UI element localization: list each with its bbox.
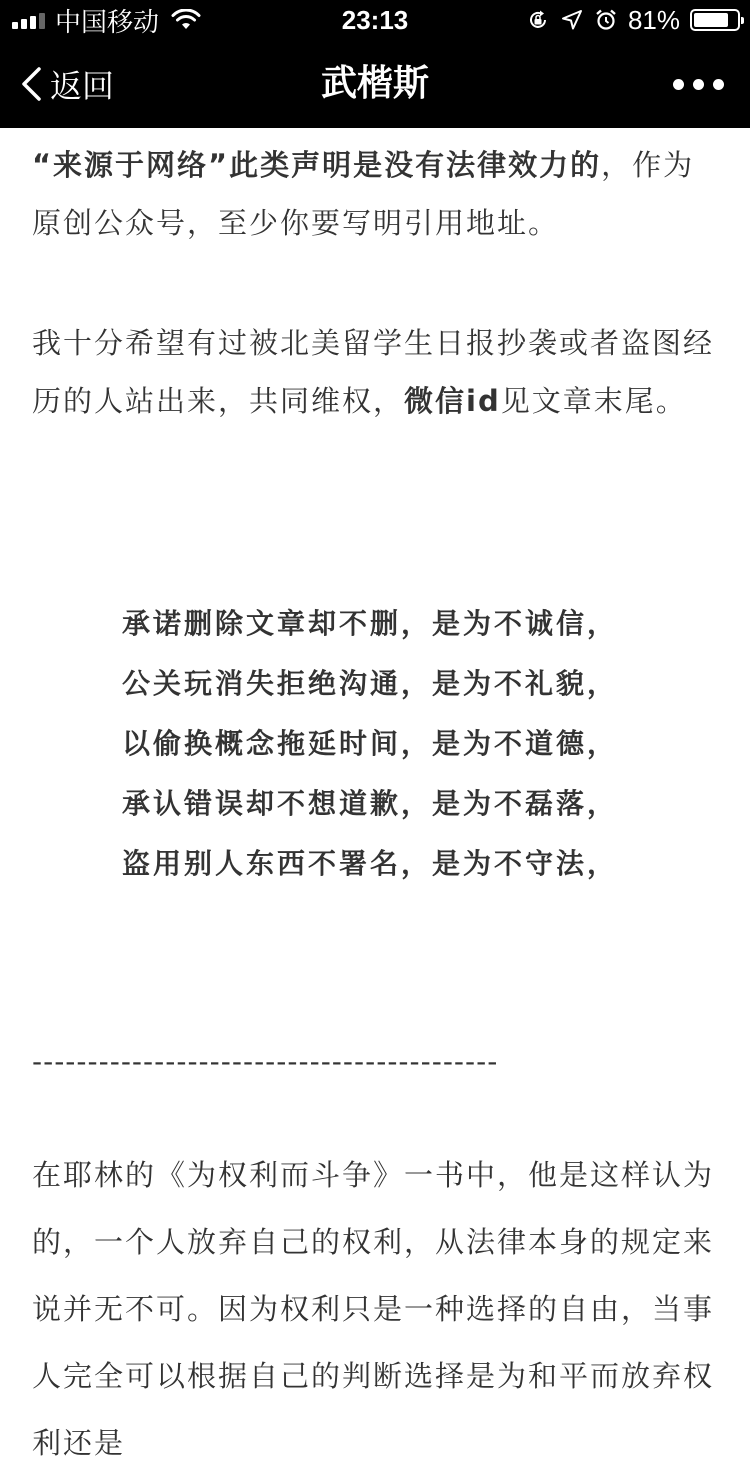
battery-icon	[690, 9, 740, 31]
paragraph-call-to-action	[32, 314, 722, 430]
poem-line: 以偷换概念拖延时间，是为不道德，	[122, 727, 619, 760]
navigation-bar	[0, 40, 750, 128]
status-time: 23:13	[341, 5, 409, 35]
more-dot-icon	[713, 79, 724, 90]
bold-statement: “来源于网络”此类声明是没有法律效力的	[32, 148, 602, 182]
dashed-divider: ------------------------------------------	[32, 1045, 499, 1078]
location-icon	[560, 8, 584, 32]
battery-fill	[694, 13, 728, 27]
article-body	[32, 128, 722, 1477]
poem-block	[32, 594, 722, 894]
back-label: 返回	[50, 67, 115, 105]
poem-line: 公关玩消失拒绝沟通，是为不礼貌，	[122, 667, 619, 700]
more-dot-icon	[673, 79, 684, 90]
status-right	[526, 0, 740, 40]
status-bar	[0, 0, 750, 40]
paragraph-text: 见文章末尾。	[500, 384, 687, 418]
wechat-id-bold: 微信id	[404, 384, 501, 418]
alarm-icon	[594, 8, 618, 32]
paragraph-source-claim	[32, 128, 722, 252]
battery-percent: 81%	[627, 4, 680, 35]
battery-nub	[741, 17, 744, 24]
carrier-name: 中国移动	[55, 7, 160, 38]
page-title: 武楷斯	[320, 63, 429, 104]
rotation-lock-icon	[526, 8, 550, 32]
more-dot-icon	[693, 79, 704, 90]
poem-line: 承认错误却不想道歉，是为不磊落，	[122, 787, 619, 820]
poem-line: 承诺删除文章却不删，是为不诚信，	[122, 607, 619, 640]
more-options-button[interactable]	[673, 40, 724, 128]
poem-line: 盗用别人东西不署名，是为不守法，	[122, 847, 619, 880]
paragraph-text: 我十分希望有过被北美留学生日报抄袭或者盗图经历的人站出来，共同维权，	[32, 326, 715, 418]
paragraph-text: ，作为原创公众号，至少你要写明引用地址。	[32, 148, 695, 240]
paragraph-jhering-quote: 在耶林的《为权利而斗争》一书中，他是这样认为的，一个人放弃自己的权利，从法律本身的规定来说并无不可。因为权利只是一种选择的自由，当事人完全可以根据自己的判断选择是为和平而放弃权利还是	[32, 1158, 715, 1460]
